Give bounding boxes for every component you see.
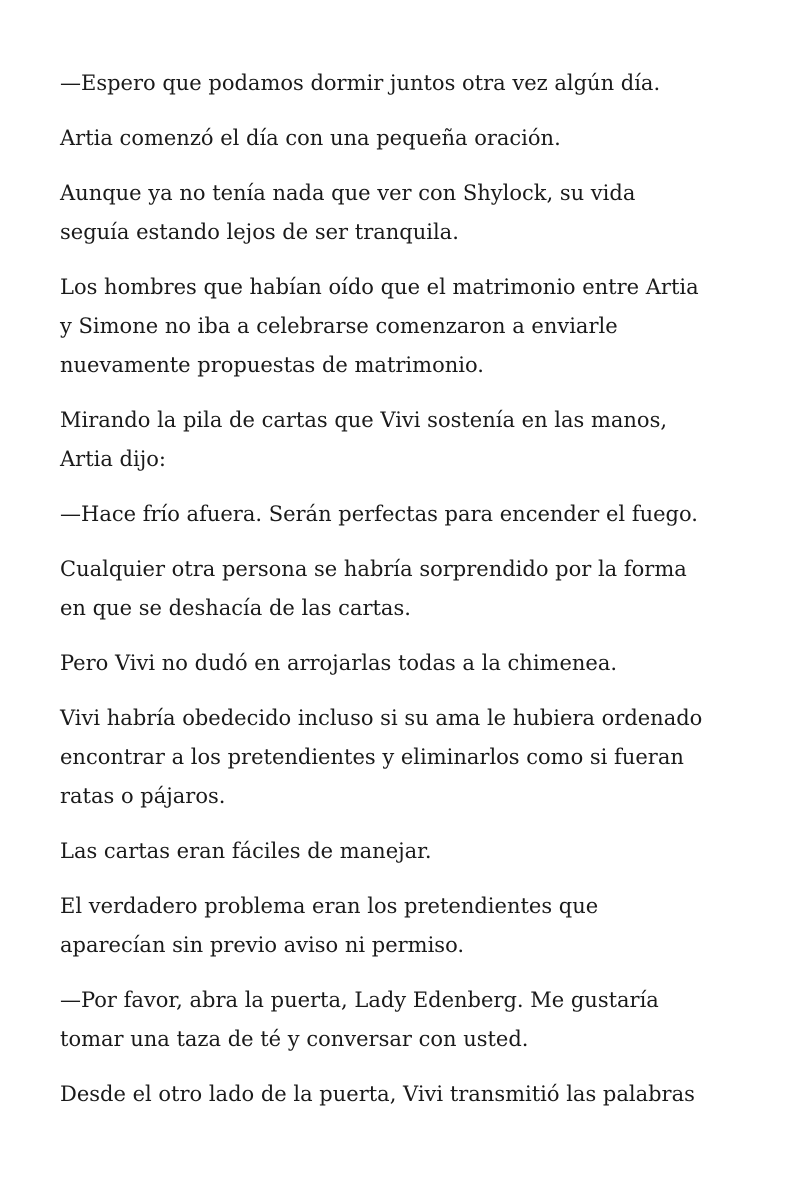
reading-page	[60, 64, 750, 1130]
paragraph	[60, 268, 750, 385]
text-line: tomar una taza de té y conversar con usted.	[60, 1027, 529, 1051]
text-line: y Simone no iba a celebrarse comenzaron a enviarle	[60, 314, 618, 338]
text-line: ratas o pájaros.	[60, 784, 226, 808]
text-line: encontrar a los pretendientes y eliminarlos como si fueran	[60, 745, 684, 769]
paragraph	[60, 119, 750, 158]
text-line: Desde el otro lado de la puerta, Vivi transmitió las palabras	[60, 1082, 695, 1106]
text-line: nuevamente propuestas de matrimonio.	[60, 353, 484, 377]
text-line: El verdadero problema eran los pretendientes que	[60, 894, 599, 918]
text-line: —Por favor, abra la puerta, Lady Edenberg. Me gustaría	[60, 988, 659, 1012]
text-line: Las cartas eran fáciles de manejar.	[60, 839, 432, 863]
text-line: Vivi habría obedecido incluso si su ama le hubiera ordenado	[60, 706, 703, 730]
text-line: Mirando la pila de cartas que Vivi sostenía en las manos,	[60, 408, 668, 432]
text-line: Los hombres que habían oído que el matrimonio entre Artia	[60, 275, 699, 299]
text-line: aparecían sin previo aviso ni permiso.	[60, 933, 465, 957]
paragraph	[60, 495, 750, 534]
paragraph	[60, 401, 750, 479]
text-line: —Espero que podamos dormir juntos otra vez algún día.	[60, 71, 661, 95]
paragraph	[60, 174, 750, 252]
paragraph	[60, 550, 750, 628]
paragraph	[60, 832, 750, 871]
text-line: Artia dijo:	[60, 447, 166, 471]
paragraph	[60, 887, 750, 965]
text-line: Cualquier otra persona se habría sorprendido por la forma	[60, 557, 687, 581]
text-line: en que se deshacía de las cartas.	[60, 596, 411, 620]
text-line: Aunque ya no tenía nada que ver con Shylock, su vida	[60, 181, 636, 205]
text-line: seguía estando lejos de ser tranquila.	[60, 220, 459, 244]
paragraph	[60, 644, 750, 683]
paragraph	[60, 981, 750, 1059]
paragraph	[60, 699, 750, 816]
text-line: —Hace frío afuera. Serán perfectas para encender el fuego.	[60, 502, 698, 526]
paragraph	[60, 64, 750, 103]
text-line: Pero Vivi no dudó en arrojarlas todas a la chimenea.	[60, 651, 618, 675]
text-line: Artia comenzó el día con una pequeña oración.	[60, 126, 561, 150]
paragraph	[60, 1075, 750, 1114]
